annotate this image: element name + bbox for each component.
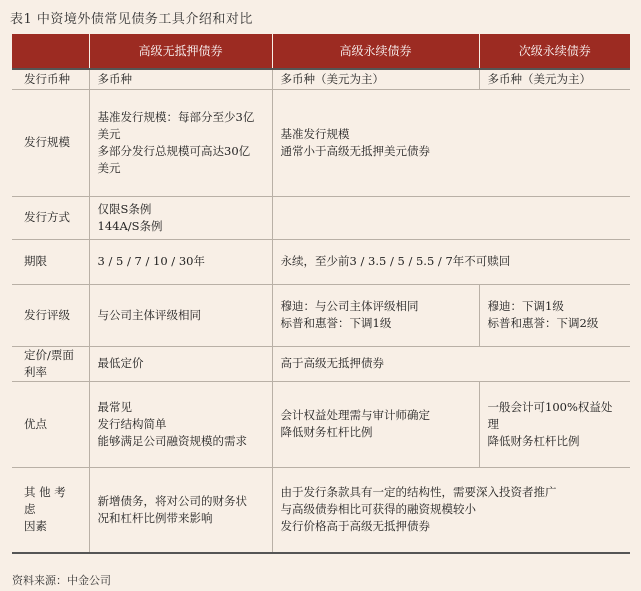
cell: 会计权益处理需与审计师确定 降低财务杠杆比例 [272, 381, 479, 467]
table-row [12, 69, 630, 89]
row-label: 发行规模 [12, 89, 89, 196]
cell [272, 196, 630, 239]
header-blank [12, 34, 89, 69]
table-row [12, 467, 630, 553]
header-subordinated-perpetual: 次级永续债券 [479, 34, 630, 69]
header-senior-unsecured: 高级无抵押债券 [89, 34, 272, 69]
cell: 最低定价 [89, 346, 272, 381]
row-label: 发行币种 [12, 69, 89, 89]
table-row [12, 89, 630, 196]
cell: 新增债务，将对公司的财务状 况和杠杆比例带来影响 [89, 467, 272, 553]
cell: 高于高级无抵押债券 [272, 346, 630, 381]
table-row [12, 284, 630, 346]
header-senior-perpetual: 高级永续债券 [272, 34, 479, 69]
table-row [12, 196, 630, 239]
cell: 最常见 发行结构简单 能够满足公司融资规模的需求 [89, 381, 272, 467]
cell: 仅限S条例 144A/S条例 [89, 196, 272, 239]
row-label: 其 他 考 虑 因素 [12, 467, 89, 553]
cell: 永续，至少前3 / 3.5 / 5 / 5.5 / 7年不可赎回 [272, 239, 630, 284]
cell: 多币种（美元为主） [479, 69, 630, 89]
cell: 穆迪：与公司主体评级相同 标普和惠誉：下调1级 [272, 284, 479, 346]
row-label: 优点 [12, 381, 89, 467]
table-row [12, 239, 630, 284]
cell: 基准发行规模 通常小于高级无抵押美元债券 [272, 89, 630, 196]
cell: 多币种（美元为主） [272, 69, 479, 89]
row-label: 定价/票面 利率 [12, 346, 89, 381]
comparison-table [12, 34, 630, 554]
cell: 穆迪：下调1级 标普和惠誉：下调2级 [479, 284, 630, 346]
cell: 3 / 5 / 7 / 10 / 30年 [89, 239, 272, 284]
cell: 多币种 [89, 69, 272, 89]
source-note: 资料来源：中金公司 [12, 574, 111, 587]
header-row [12, 34, 630, 69]
row-label: 发行评级 [12, 284, 89, 346]
cell: 基准发行规模：每部分至少3亿 美元 多部分发行总规模可高达30亿 美元 [89, 89, 272, 196]
cell: 由于发行条款具有一定的结构性，需要深入投资者推广 与高级债券相比可获得的融资规模较小 发行价格高于高级无抵押债券 [272, 467, 630, 553]
cell: 与公司主体评级相同 [89, 284, 272, 346]
table-row [12, 346, 630, 381]
row-label: 期限 [12, 239, 89, 284]
table-title: 表1 中资境外债常见债务工具介绍和对比 [10, 12, 253, 27]
row-label: 发行方式 [12, 196, 89, 239]
cell: 一般会计可100%权益处 理 降低财务杠杆比例 [479, 381, 630, 467]
table-row [12, 381, 630, 467]
